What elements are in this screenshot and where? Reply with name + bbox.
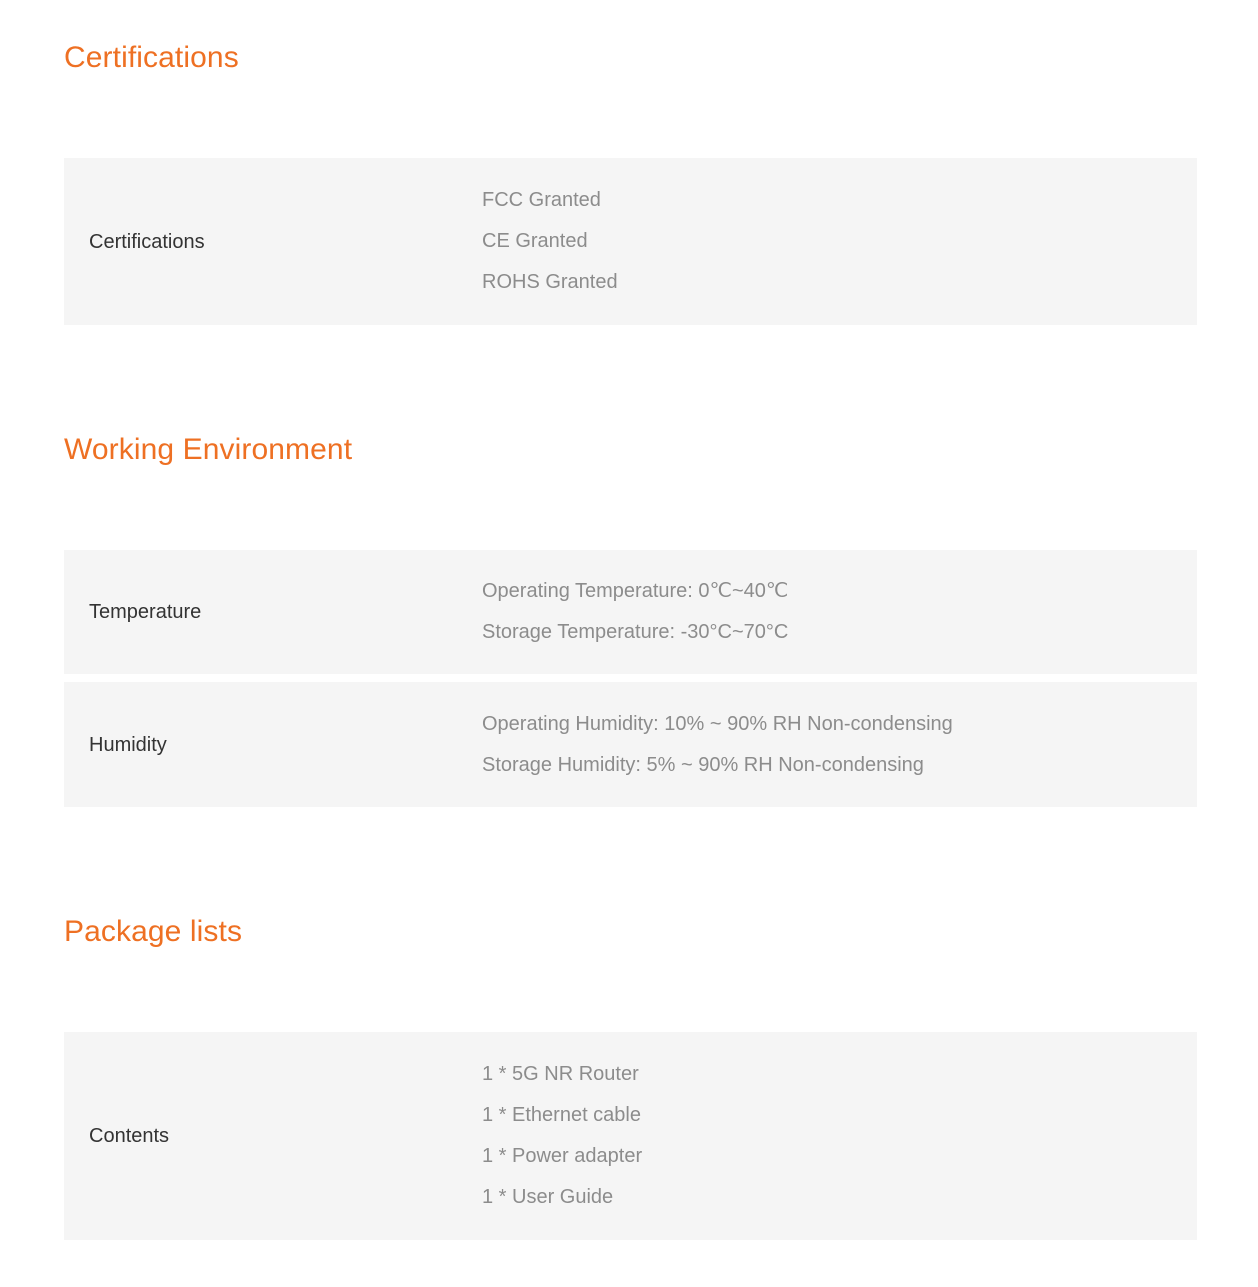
row-label: Contents: [89, 1125, 170, 1147]
section-certifications: [0, 40, 1258, 76]
value-line: Operating Humidity: 10% ~ 90% RH Non-condensing: [482, 712, 953, 735]
top-spacer: [0, 0, 1258, 40]
value-line: Operating Temperature: 0℃~40℃: [482, 580, 789, 602]
table-wrapper-certifications: [0, 158, 1258, 325]
section-working-environment: [0, 432, 1258, 468]
row-value: [474, 158, 1197, 325]
value-line: 1 * Ethernet cable: [482, 1104, 641, 1126]
working-environment-table: [64, 550, 1197, 807]
value-line: ROHS Granted: [482, 271, 618, 293]
value-line: 1 * Power adapter: [482, 1145, 643, 1167]
row-label: Humidity: [89, 733, 167, 756]
value-line: Storage Temperature: -30°C~70°C: [482, 621, 789, 643]
value-line: 1 * 5G NR Router: [482, 1063, 639, 1085]
table-row: [64, 158, 1197, 325]
section-package-lists: [0, 914, 1258, 950]
table-row: [64, 682, 1197, 807]
certifications-table: [64, 158, 1197, 325]
row-label: Temperature: [89, 601, 202, 623]
table-row: [64, 1032, 1197, 1240]
package-lists-table: [64, 1032, 1197, 1240]
table-row: [64, 550, 1197, 674]
spacer-env-table: [0, 468, 1258, 550]
value-line: CE Granted: [482, 230, 588, 252]
section-title-certifications: Certifications: [64, 41, 239, 74]
spacer-cert: [0, 76, 1258, 158]
section-title-package-lists: Package lists: [64, 915, 243, 948]
value-line: FCC Granted: [482, 189, 601, 211]
spacer-env: [0, 325, 1258, 432]
spacer-pkg-table: [0, 950, 1258, 1032]
value-line: Storage Humidity: 5% ~ 90% RH Non-condensing: [482, 753, 924, 776]
divider-cell: [64, 674, 474, 682]
value-line: 1 * User Guide: [482, 1186, 614, 1208]
table-wrapper-package-lists: [0, 1032, 1258, 1240]
section-title-working-environment: Working Environment: [64, 433, 353, 466]
spacer-pkg: [0, 807, 1258, 914]
row-divider: [64, 674, 1197, 682]
row-value: [474, 550, 1197, 674]
row-value: [474, 682, 1197, 807]
row-value: [474, 1032, 1197, 1240]
table-wrapper-working-environment: [0, 550, 1258, 807]
row-label: Certifications: [89, 230, 205, 253]
divider-cell: [474, 674, 1197, 682]
